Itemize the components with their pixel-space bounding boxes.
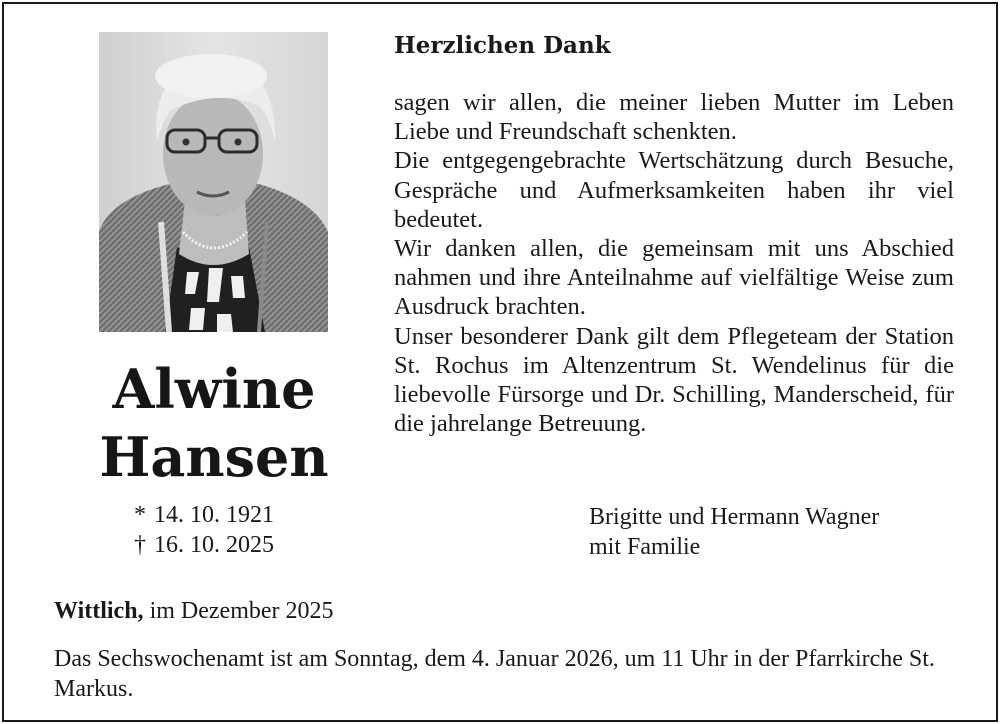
signature-line: mit Familie	[589, 534, 701, 560]
deceased-last-name: Hansen	[99, 425, 329, 489]
service-notice: Das Sechswochenamt ist am Sonntag, dem 4. Januar 2026, um 11 Uhr in der Pfarrkirche St. Markus.	[54, 646, 935, 702]
thanks-heading: Herzlichen Dank	[394, 32, 611, 59]
birth-star-icon: *	[134, 502, 146, 528]
place-month: im Dezember 2025	[143, 598, 334, 624]
birth-date: 14. 10. 1921	[154, 502, 274, 528]
place-city: Wittlich,	[54, 598, 144, 624]
thanks-paragraph: Die entgegengebrachte Wertschätzung durch Besuche, Gespräche und Aufmerksamkeiten haben ihr viel bedeutet.	[394, 147, 954, 233]
life-dates	[134, 500, 274, 560]
thanks-paragraph: sagen wir allen, die meiner lieben Mutter im Leben Liebe und Freundschaft schenkten.	[394, 89, 954, 146]
portrait-photo	[99, 32, 328, 332]
portrait-photo-icon	[99, 32, 328, 332]
death-date: 16. 10. 2025	[154, 532, 274, 558]
signature	[589, 502, 879, 562]
obituary-card	[2, 2, 998, 722]
thanks-paragraph: Unser besonderer Dank gilt dem Pflegeteam der Station St. Rochus im Altenzentrum St. Wendelinus für die liebevolle Fürsorge und Dr. Schilling, Manderscheid, für die jahrelange Betreuung.	[394, 322, 954, 438]
death-cross-icon: †	[134, 532, 146, 558]
death-date-row	[134, 530, 274, 560]
signature-line: Brigitte und Hermann Wagner	[589, 504, 880, 530]
thanks-message	[394, 88, 954, 438]
deceased-first-name: Alwine	[112, 357, 316, 421]
place-date	[54, 596, 334, 626]
thanks-paragraph: Wir danken allen, die gemeinsam mit uns Abschied nahmen und ihre Anteilnahme auf vielfältige Weise zum Ausdruck brachten.	[394, 235, 954, 321]
birth-date-row	[134, 500, 274, 530]
